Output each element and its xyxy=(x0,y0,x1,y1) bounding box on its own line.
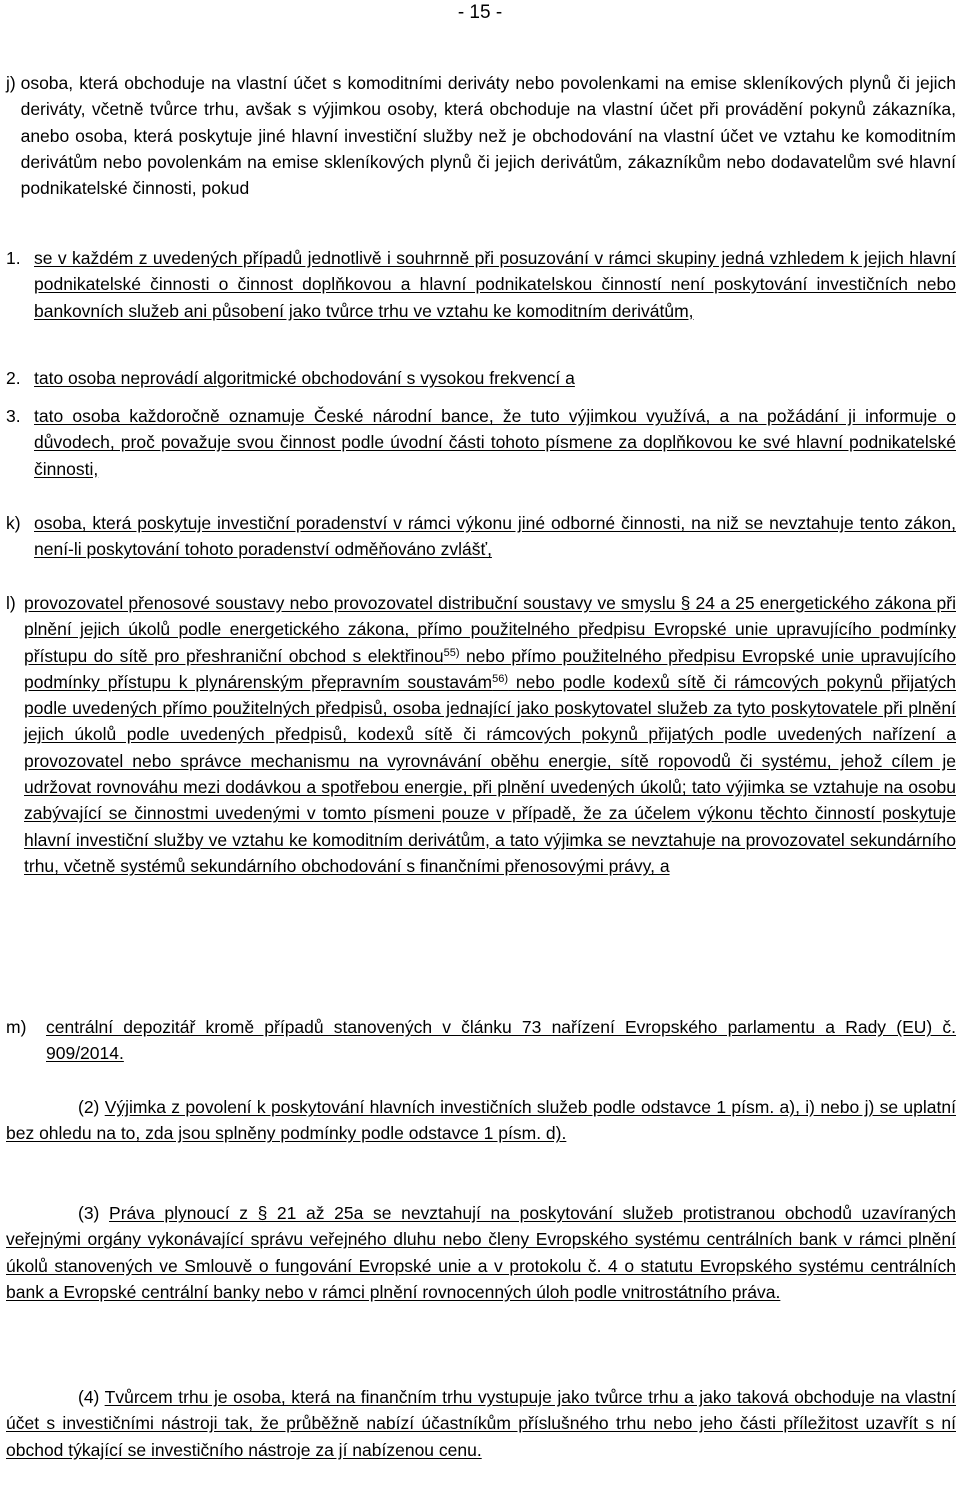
item-l xyxy=(6,590,956,879)
paragraph-3-number: (3) xyxy=(78,1203,100,1223)
item-k xyxy=(6,510,956,563)
point-1-text: se v každém z uvedených případů jednotlivě i souhrnně při posuzování v rámci skupiny jedná vzhledem k jejich hlavní podnikatelské činnosti o činnost doplňkovou a hlavní podnikatelskou činností není poskytování investičních nebo bankovních služeb ani působení jako tvůrce trhu ve vztahu ke komoditním derivátům, xyxy=(34,248,956,321)
page-number: - 15 - xyxy=(457,2,503,23)
item-j-text: osoba, která obchoduje na vlastní účet s komoditními deriváty nebo povolenkami na emise skleníkových plynů či jejich deriváty, včetně tvůrce trhu, avšak s výjimkou osoby, která obchoduje na vlastní účet při provádění pokynů zákazníka, anebo osoba, která poskytuje jiné hlavní investiční služby než je obchodování na vlastní účet ve vztahu ke komoditním derivátům nebo povolenkám na emise skleníkových plynů či jejich derivátům, zákazníkům nebo dodavatelům své hlavní podnikatelské činnosti, pokud xyxy=(20,73,956,199)
point-3-text: tato osoba každoročně oznamuje České národní bance, že tuto výjimkou využívá, a na požádání ji informuje o důvodech, proč považuje svou činnost podle úvodní části tohoto písmene za doplňkovou ke své hlavní podnikatelské činnosti, xyxy=(34,406,956,479)
paragraph-2-text: Výjimka z povolení k poskytování hlavních investičních služeb podle odstavce 1 písm. a), i) nebo j) se uplatní bez ohledu na to, zda jsou splněny podmínky podle odstavce 1 písm. d). xyxy=(6,1097,956,1144)
paragraph-2-number: (2) xyxy=(78,1097,100,1117)
item-m-text: centrální depozitář kromě případů stanovených v článku 73 nařízení Evropského parlamentu a Rady (EU) č. 909/2014. xyxy=(46,1017,956,1064)
point-3-label: 3. xyxy=(6,406,21,426)
item-m-label: m) xyxy=(6,1017,27,1037)
paragraph-4 xyxy=(6,1384,956,1463)
point-1-label: 1. xyxy=(6,248,21,268)
paragraph-4-number: (4) xyxy=(78,1387,100,1407)
point-2-text: tato osoba neprovádí algoritmické obchodování s vysokou frekvencí a xyxy=(34,368,575,388)
item-j-point-2 xyxy=(6,365,956,391)
item-j xyxy=(6,70,956,201)
item-j-point-3 xyxy=(6,403,956,482)
paragraph-3-text: Práva plynoucí z § 21 až 25a se nevztahují na poskytování služeb protistranou obchodů uzavíraných veřejnými orgány vykonávající správu veřejného dluhu nebo členy Evropského systému centrálních bank v rámci plnění úkolů stanovených ve Smlouvě o fungování Evropské unie a v protokolu č. 4 o statutu Evropského systému centrálních bank a Evropské centrální banky nebo v rámci plnění rovnocenných úloh podle vnitrostátního práva. xyxy=(6,1203,956,1302)
item-j-label: j) xyxy=(6,73,16,93)
paragraph-3 xyxy=(6,1200,956,1305)
item-k-label: k) xyxy=(6,513,21,533)
item-m xyxy=(6,1014,956,1067)
point-2-label: 2. xyxy=(6,368,21,388)
paragraph-4-text: Tvůrcem trhu je osoba, která na finančním trhu vystupuje jako tvůrce trhu a jako taková obchoduje na vlastní účet s investičními nástroji tak, že průběžně nabízí účastníkům příslušného trhu nebo jeho části příležitost uzavřít s ní obchod týkající se investičního nástroje za jí nabízenou cenu. xyxy=(6,1387,956,1460)
item-j-point-1 xyxy=(6,245,956,324)
footnote-ref-55: 55) xyxy=(443,646,460,659)
item-l-label: l) xyxy=(6,593,16,613)
paragraph-2 xyxy=(6,1094,956,1147)
item-k-text: osoba, která poskytuje investiční poradenství v rámci výkonu jiné odborné činnosti, na niž se nevztahuje tento zákon, není-li poskytování tohoto poradenství odměňováno zvlášť, xyxy=(34,513,956,560)
item-l-text: provozovatel přenosové soustavy nebo provozovatel distribuční soustavy ve smyslu § 24 a 25 energetického zákona při plnění jejich úkolů podle energetického zákona, přímo použitelného předpisu Evropské unie upravujícího podmínky přístupu do sítě pro přeshraniční obchod s elektřinou$^{55)}$ nebo přímo použitelného předpisu Evropské unie upravujícího podmínky přístupu k plynárenským přepravním soustavám$^{56)}$ nebo podle kodexů sítě či rámcových pokynů přijatých podle uvedených přímo použitelných předpisů, osoba jednající jako poskytovatel služeb za tyto poskytovatele při plnění jejich úkolů podle uvedených předpisů, kodexů sítě či rámcových pokynů přijatých podle uvedených nařízení a provozovatel nebo správce mechanismu na vyrovnávání oběhu energie, sítě ropovodů či systému, jehož cílem je udržovat rovnováhu mezi dodávkou a spotřebou energie, při plnění uvedených úkolů; tato výjimka se vztahuje na osobu zabývající se činnostmi uvedenými v tomto písmeni pouze v případě, že za účelem výkonu těchto činností poskytuje hlavní investiční služby ve vztahu ke komoditním derivátům, a tato výjimka se nevztahuje na provozovatel sekundárního trhu, včetně systémů sekundárního obchodování s finančními přenosovými právy, a xyxy=(24,593,956,876)
footnote-ref-56: 56) xyxy=(492,672,509,685)
